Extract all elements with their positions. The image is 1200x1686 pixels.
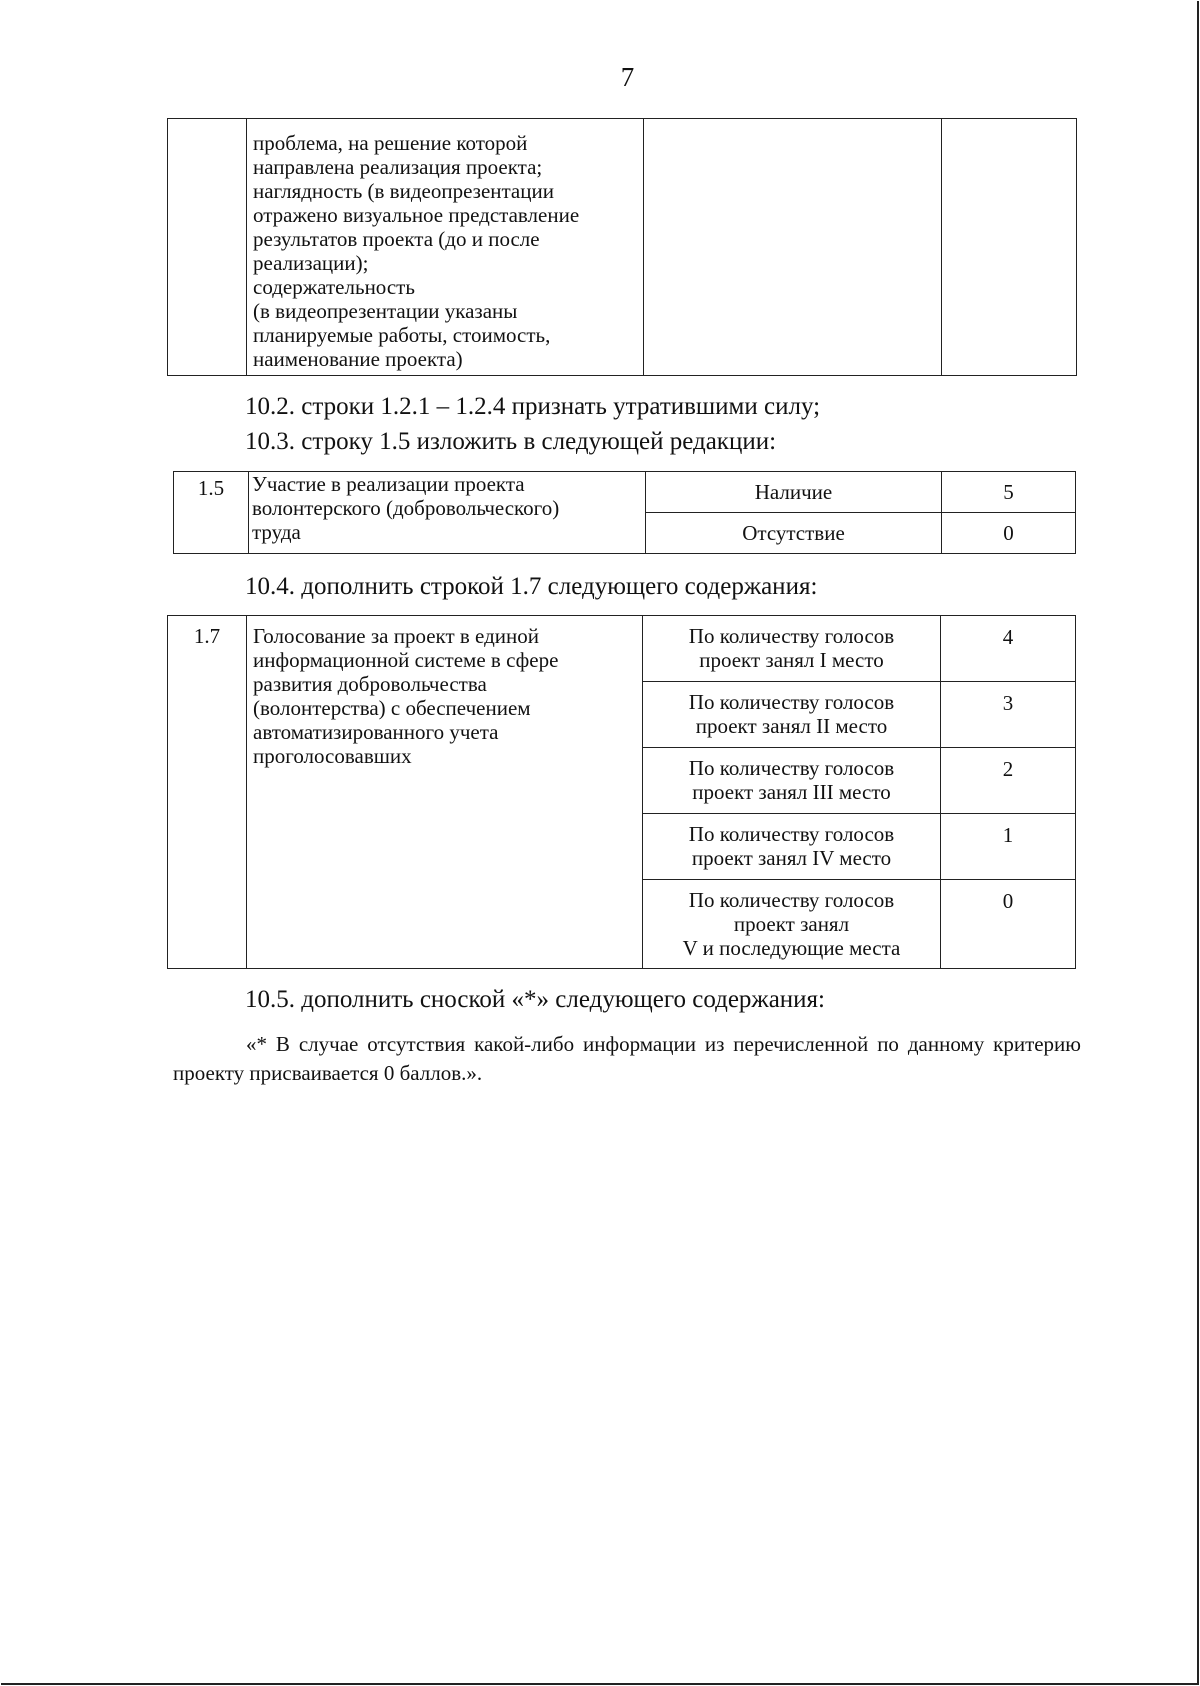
condition-cell xyxy=(643,814,941,880)
table-row-1-5 xyxy=(173,471,1076,554)
text-line: По количеству голосов xyxy=(688,822,895,846)
row-number: 1.5 xyxy=(174,472,249,554)
condition-cell: Отсутствие xyxy=(646,513,942,554)
table-cell xyxy=(168,119,247,376)
text-line: По количеству голосов xyxy=(688,756,895,780)
text-line: (волонтерства) с обеспечением xyxy=(253,696,531,720)
points-cell: 0 xyxy=(941,880,1076,969)
condition-cell xyxy=(643,748,941,814)
text-line: наименование проекта) xyxy=(253,347,463,371)
criterion-description xyxy=(247,119,644,376)
condition-cell: Наличие xyxy=(646,472,942,513)
text-line: Участие в реализации проекта xyxy=(252,472,525,496)
text-line: развития добровольчества xyxy=(253,672,487,696)
points-cell: 4 xyxy=(941,616,1076,682)
text-line: труда xyxy=(252,520,301,544)
table-cell xyxy=(942,119,1077,376)
page-number: 7 xyxy=(620,62,635,92)
condition-cell xyxy=(643,616,941,682)
item-10-2: 10.2. строки 1.2.1 – 1.2.4 признать утратившими силу; xyxy=(245,393,821,420)
text-line: реализации); xyxy=(253,251,369,275)
item-10-4: 10.4. дополнить строкой 1.7 следующего содержания: xyxy=(245,573,818,600)
points-cell: 2 xyxy=(941,748,1076,814)
text-line: содержательность xyxy=(253,275,415,299)
text-line: проект занял II место xyxy=(695,714,888,738)
text-line: волонтерского (добровольческого) xyxy=(252,496,560,520)
text-line: направлена реализация проекта; xyxy=(253,155,543,179)
text-line: По количеству голосов xyxy=(688,888,895,912)
criterion-description xyxy=(249,472,646,554)
text-line: По количеству голосов xyxy=(688,690,895,714)
text-line: проблема, на решение которой xyxy=(253,131,528,155)
text-line: результатов проекта (до и после xyxy=(253,227,540,251)
text-line: По количеству голосов xyxy=(688,624,895,648)
condition-cell xyxy=(643,880,941,969)
item-10-3: 10.3. строку 1.5 изложить в следующей редакции: xyxy=(245,428,777,455)
text-line: проект занял xyxy=(733,912,850,936)
criterion-description xyxy=(247,616,643,969)
text-line: проголосовавших xyxy=(253,744,412,768)
points-cell: 5 xyxy=(942,472,1076,513)
text-line: отражено визуальное представление xyxy=(253,203,580,227)
footnote-text: «* В случае отсутствия какой-либо информации из перечисленной по данному критерию проекту присваивается 0 баллов.». xyxy=(173,1032,1081,1085)
points-cell: 3 xyxy=(941,682,1076,748)
table-row xyxy=(168,119,1077,376)
text-line: информационной системе в сфере xyxy=(253,648,559,672)
row-number: 1.7 xyxy=(168,616,247,969)
item-10-5: 10.5. дополнить сноской «*» следующего содержания: xyxy=(245,986,826,1013)
table-row xyxy=(174,472,1076,513)
table-row xyxy=(168,616,1076,682)
text-line: V и последующие места xyxy=(682,936,901,960)
table-row-1-7 xyxy=(167,615,1076,969)
text-line: планируемые работы, стоимость, xyxy=(253,323,551,347)
points-cell: 1 xyxy=(941,814,1076,880)
points-cell: 0 xyxy=(942,513,1076,554)
text-line: автоматизированного учета xyxy=(253,720,499,744)
text-line: наглядность (в видеопрезентации xyxy=(253,179,554,203)
text-line: проект занял I место xyxy=(699,648,884,672)
text-line: Голосование за проект в единой xyxy=(253,624,539,648)
text-line: проект занял IV место xyxy=(691,846,892,870)
text-line: проект занял III место xyxy=(692,780,891,804)
continuation-table xyxy=(167,118,1077,376)
table-cell xyxy=(644,119,942,376)
condition-cell xyxy=(643,682,941,748)
text-line: (в видеопрезентации указаны xyxy=(253,299,518,323)
